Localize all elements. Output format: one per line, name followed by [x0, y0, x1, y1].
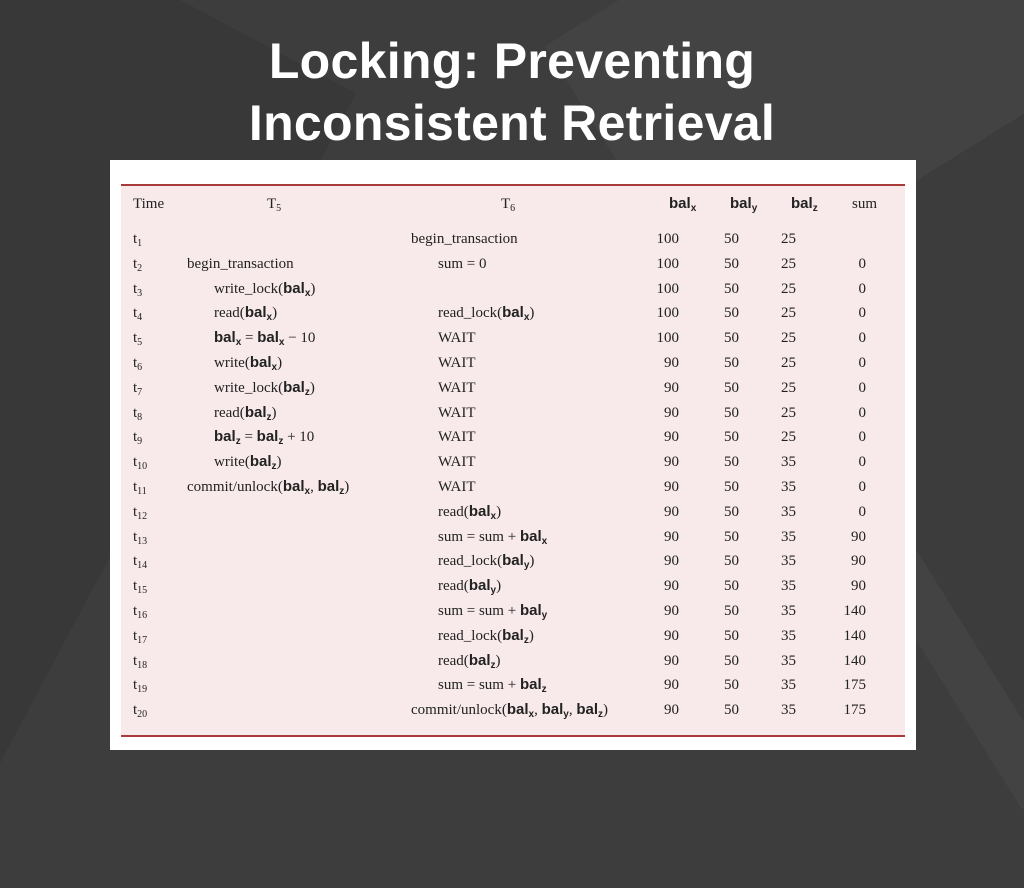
cell-balx: 90 [664, 677, 679, 694]
cell-time: $t_5$ [133, 330, 143, 349]
table-row [121, 252, 905, 276]
cell-time: $t_{17}$ [133, 627, 148, 646]
cell-time: $t_{12}$ [133, 503, 148, 522]
cell-balz: 35 [781, 652, 796, 669]
cell-baly: 50 [724, 305, 739, 322]
cell-t5: write(bal$_z$) [214, 453, 282, 473]
cell-t6: WAIT [438, 429, 476, 446]
cell-time: $t_3$ [133, 280, 143, 299]
table-row [121, 351, 905, 375]
cell-balx: 90 [664, 503, 679, 520]
cell-time: $t_{10}$ [133, 454, 148, 473]
cell-sum: 175 [843, 677, 866, 694]
cell-time: $t_{19}$ [133, 677, 148, 696]
cell-t6: WAIT [438, 454, 476, 471]
cell-sum: 175 [843, 702, 866, 719]
table-row [121, 450, 905, 474]
cell-t5: bal$_z$ = bal$_z$ + 10 [214, 428, 315, 448]
cell-baly: 50 [724, 479, 739, 495]
cell-t6: WAIT [438, 404, 476, 421]
cell-balx: 90 [664, 702, 679, 719]
cell-sum: 0 [858, 355, 866, 371]
cell-balx: 90 [664, 355, 679, 371]
table-row [121, 698, 905, 722]
cell-t6: read_lock(bal$_y$) [438, 552, 535, 572]
table-row [121, 549, 905, 573]
cell-time: $t_9$ [133, 429, 143, 448]
cell-time: $t_6$ [133, 355, 143, 373]
header-balz: bal$_z$ [791, 195, 818, 214]
title-line-2: Inconsistent Retrieval [248, 95, 776, 151]
cell-balx: 90 [664, 652, 679, 669]
cell-sum: 0 [858, 503, 866, 520]
cell-baly: 50 [724, 677, 739, 694]
cell-time: $t_{11}$ [133, 479, 147, 497]
cell-balz: 35 [781, 702, 796, 719]
cell-balz: 35 [781, 627, 796, 644]
cell-balz: 35 [781, 479, 796, 495]
cell-t6: sum = sum + bal$_y$ [438, 602, 548, 621]
table-row [121, 500, 905, 524]
cell-balz: 35 [781, 528, 796, 545]
cell-balz: 25 [781, 280, 796, 297]
cell-t6: read(bal$_z$) [438, 651, 501, 671]
cell-t6: read(bal$_y$) [438, 577, 502, 597]
title-line-1: Locking: Preventing [268, 33, 756, 89]
header-sum: sum [852, 196, 878, 212]
cell-t5: write(bal$_x$) [214, 354, 283, 373]
cell-t6: WAIT [438, 479, 476, 495]
cell-baly: 50 [724, 603, 739, 619]
cell-balz: 35 [781, 677, 796, 694]
cell-balx: 90 [664, 553, 679, 570]
table-row [121, 277, 905, 301]
cell-balx: 90 [664, 454, 679, 471]
cell-balz: 35 [781, 578, 796, 595]
cell-balz: 25 [781, 305, 796, 322]
cell-sum: 0 [858, 404, 866, 421]
cell-sum: 0 [858, 305, 866, 322]
cell-time: $t_{16}$ [133, 603, 148, 621]
header-time: Time [133, 196, 165, 212]
cell-t6: read_lock(bal$_z$) [438, 626, 534, 646]
cell-sum: 0 [858, 379, 866, 396]
cell-baly: 50 [724, 355, 739, 371]
cell-t6: begin_transaction [411, 231, 518, 247]
cell-time: $t_8$ [133, 404, 143, 423]
cell-sum: 0 [858, 454, 866, 471]
table-row [121, 649, 905, 673]
cell-sum: 140 [843, 652, 866, 669]
cell-baly: 50 [724, 454, 739, 471]
cell-balx: 90 [664, 479, 679, 495]
cell-time: $t_4$ [133, 305, 143, 324]
cell-t6: WAIT [438, 330, 476, 347]
table-row [121, 301, 905, 325]
cell-t6: WAIT [438, 355, 476, 371]
table-row [121, 227, 905, 251]
cell-baly: 50 [724, 404, 739, 421]
cell-baly: 50 [724, 280, 739, 297]
cell-t6: sum = 0 [438, 255, 487, 272]
cell-baly: 50 [724, 429, 739, 446]
cell-balz: 35 [781, 503, 796, 520]
cell-sum: 0 [858, 255, 866, 272]
cell-t5: bal$_x$ = bal$_x$ − 10 [214, 329, 316, 349]
transaction-table [121, 184, 905, 737]
table-row [121, 376, 905, 400]
cell-balz: 25 [781, 404, 796, 421]
cell-balz: 25 [781, 379, 796, 396]
cell-balx: 100 [656, 330, 679, 347]
cell-baly: 50 [724, 330, 739, 347]
cell-time: $t_{20}$ [133, 702, 148, 721]
cell-balx: 90 [664, 404, 679, 421]
header-t6: $T_6$ [501, 196, 516, 214]
cell-balx: 100 [656, 231, 679, 247]
table-row [121, 574, 905, 598]
table-row [121, 624, 905, 648]
table-row [121, 475, 905, 499]
cell-balx: 90 [664, 429, 679, 446]
cell-t6: read_lock(bal$_x$) [438, 304, 535, 324]
table-row [121, 525, 905, 549]
cell-balz: 25 [781, 429, 796, 446]
cell-baly: 50 [724, 255, 739, 272]
header-t5: $T_5$ [267, 196, 282, 214]
cell-baly: 50 [724, 379, 739, 396]
cell-time: $t_1$ [133, 231, 143, 249]
cell-sum: 90 [851, 553, 866, 570]
table-row [121, 401, 905, 425]
cell-t5: commit/unlock(bal$_x$, bal$_z$) [187, 478, 350, 497]
cell-balx: 100 [656, 255, 679, 272]
cell-balz: 35 [781, 454, 796, 471]
table-row [121, 599, 905, 623]
cell-balz: 25 [781, 355, 796, 371]
cell-baly: 50 [724, 627, 739, 644]
table-header-row [121, 192, 905, 216]
cell-balz: 25 [781, 255, 796, 272]
cell-balz: 25 [781, 330, 796, 347]
cell-balx: 90 [664, 528, 679, 545]
cell-time: $t_{15}$ [133, 578, 148, 597]
cell-sum: 90 [851, 578, 866, 595]
cell-baly: 50 [724, 528, 739, 545]
cell-sum: 0 [858, 280, 866, 297]
slide-title [0, 30, 1024, 154]
cell-time: $t_{18}$ [133, 652, 148, 671]
cell-balx: 90 [664, 379, 679, 396]
cell-balx: 90 [664, 603, 679, 619]
table-row [121, 673, 905, 697]
cell-baly: 50 [724, 578, 739, 595]
cell-time: $t_2$ [133, 255, 143, 274]
cell-balz: 25 [781, 231, 796, 247]
cell-t5: begin_transaction [187, 255, 294, 272]
cell-sum: 140 [843, 603, 866, 619]
cell-t5: write_lock(bal$_x$) [214, 279, 316, 299]
cell-balx: 90 [664, 578, 679, 595]
cell-baly: 50 [724, 702, 739, 719]
cell-baly: 50 [724, 503, 739, 520]
cell-t6: WAIT [438, 379, 476, 396]
cell-t6: read(bal$_x$) [438, 502, 502, 522]
cell-sum: 140 [843, 627, 866, 644]
cell-baly: 50 [724, 652, 739, 669]
cell-t5: write_lock(bal$_z$) [214, 378, 315, 398]
cell-balx: 100 [656, 305, 679, 322]
cell-balx: 100 [656, 280, 679, 297]
table-panel [110, 160, 916, 750]
cell-t6: commit/unlock(bal$_x$, bal$_y$, bal$_z$) [411, 701, 609, 721]
header-baly: bal$_y$ [730, 195, 758, 214]
cell-baly: 50 [724, 553, 739, 570]
cell-t5: read(bal$_z$) [214, 403, 277, 423]
table-row [121, 326, 905, 350]
cell-baly: 50 [724, 231, 739, 247]
header-balx: bal$_x$ [669, 195, 697, 214]
cell-sum: 0 [858, 429, 866, 446]
cell-sum: 90 [851, 528, 866, 545]
cell-sum: 0 [858, 479, 866, 495]
cell-t6: sum = sum + bal$_z$ [438, 676, 547, 696]
cell-balx: 90 [664, 627, 679, 644]
cell-balz: 35 [781, 553, 796, 570]
cell-t6: sum = sum + bal$_x$ [438, 527, 548, 547]
cell-time: $t_{14}$ [133, 553, 148, 572]
cell-t5: read(bal$_x$) [214, 304, 278, 324]
cell-sum: 0 [858, 330, 866, 347]
cell-balz: 35 [781, 603, 796, 619]
table-row [121, 425, 905, 449]
cell-time: $t_7$ [133, 379, 143, 398]
cell-time: $t_{13}$ [133, 528, 148, 547]
